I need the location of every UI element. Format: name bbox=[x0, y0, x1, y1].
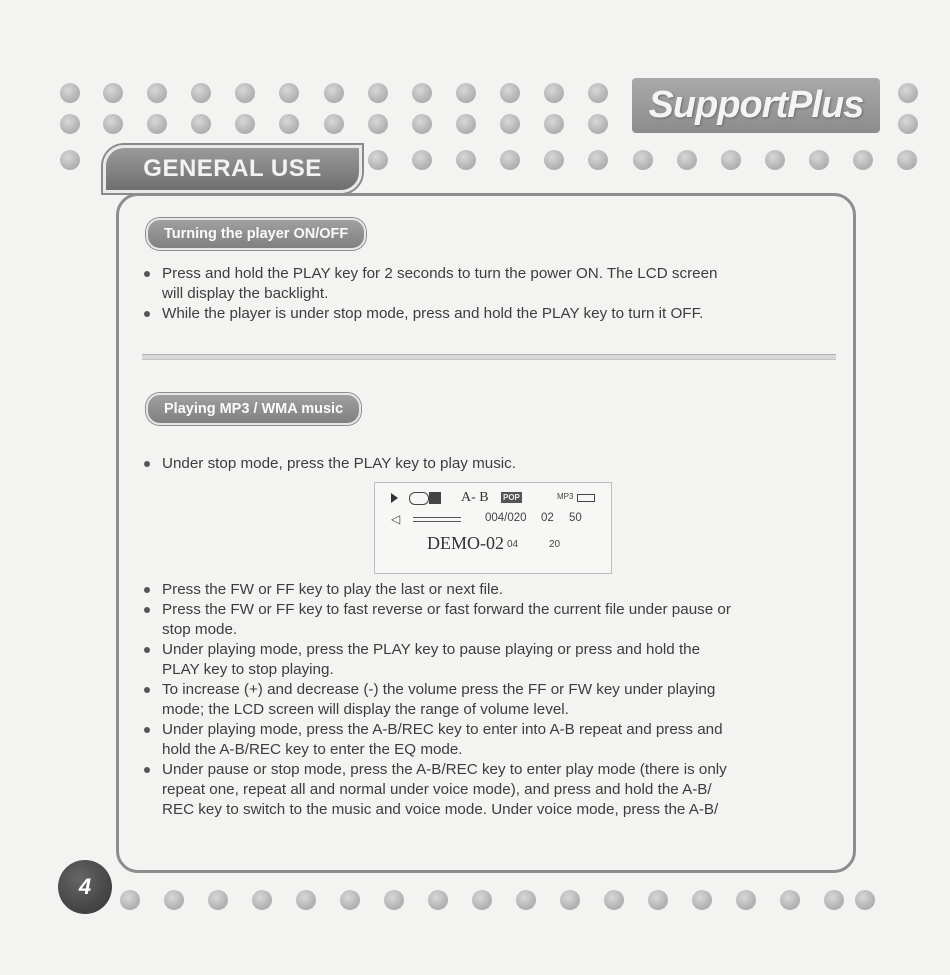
decorative-dot bbox=[384, 890, 404, 910]
list-item: Under playing mode, press the A-B/REC key to enter into A-B repeat and press and hold the A-B/REC key to enter the EQ mode. bbox=[140, 720, 835, 760]
decorative-dot bbox=[516, 890, 536, 910]
decorative-dot bbox=[898, 114, 918, 134]
decorative-dot bbox=[588, 150, 608, 170]
battery-icon bbox=[577, 494, 595, 502]
time-seconds: 50 bbox=[569, 512, 582, 524]
page-number: 4 bbox=[58, 860, 112, 914]
decorative-dot bbox=[191, 83, 211, 103]
play-bullet-list bbox=[140, 580, 835, 820]
decorative-dot bbox=[235, 114, 255, 134]
decorative-dot bbox=[456, 114, 476, 134]
subheading-playing: Playing MP3 / WMA music bbox=[146, 393, 361, 425]
decorative-dot bbox=[103, 83, 123, 103]
decorative-dot bbox=[412, 114, 432, 134]
decorative-dot bbox=[721, 150, 741, 170]
decorative-dot bbox=[824, 890, 844, 910]
elapsed-minutes: 04 bbox=[507, 539, 519, 550]
repeat-mode-icon bbox=[429, 492, 441, 504]
decorative-dot bbox=[588, 83, 608, 103]
decorative-dot bbox=[60, 150, 80, 170]
section-title: GENERAL USE bbox=[103, 145, 362, 193]
decorative-dot bbox=[897, 150, 917, 170]
list-item: While the player is under stop mode, press and hold the PLAY key to turn it OFF. bbox=[140, 304, 830, 324]
decorative-dot bbox=[120, 890, 140, 910]
subheading-power: Turning the player ON/OFF bbox=[146, 218, 366, 250]
decorative-dot bbox=[164, 890, 184, 910]
decorative-dot bbox=[324, 114, 344, 134]
play-icon bbox=[391, 493, 398, 503]
list-item: Under pause or stop mode, press the A-B/REC key to enter play mode (there is only repeat one, repeat all and normal under voice mode), and press and hold the A-B/ REC key to switch to the music and voice mode. Under voice mode, press the A-B/ bbox=[140, 760, 835, 820]
lcd-screen-illustration bbox=[374, 482, 612, 574]
decorative-dot bbox=[368, 114, 388, 134]
decorative-dot bbox=[412, 83, 432, 103]
volume-icon: ◁ bbox=[391, 512, 401, 526]
elapsed-seconds: 20 bbox=[549, 539, 561, 550]
decorative-dot bbox=[456, 83, 476, 103]
play-intro-list bbox=[140, 454, 830, 474]
decorative-dot bbox=[677, 150, 697, 170]
decorative-dot bbox=[780, 890, 800, 910]
decorative-dot bbox=[147, 114, 167, 134]
decorative-dot bbox=[191, 114, 211, 134]
decorative-dot bbox=[324, 83, 344, 103]
decorative-dot bbox=[103, 114, 123, 134]
brand-logo: SupportPlus bbox=[632, 78, 880, 133]
track-counter: 004/020 bbox=[485, 512, 527, 524]
decorative-dot bbox=[604, 890, 624, 910]
decorative-dot bbox=[809, 150, 829, 170]
section-divider bbox=[142, 354, 836, 360]
decorative-dot bbox=[147, 83, 167, 103]
decorative-dot bbox=[544, 150, 564, 170]
decorative-dot bbox=[500, 83, 520, 103]
decorative-dot bbox=[855, 890, 875, 910]
repeat-icon bbox=[409, 492, 429, 505]
decorative-dot bbox=[208, 890, 228, 910]
decorative-dot bbox=[279, 83, 299, 103]
decorative-dot bbox=[340, 890, 360, 910]
decorative-dot bbox=[472, 890, 492, 910]
decorative-dot bbox=[368, 83, 388, 103]
list-item: Press and hold the PLAY key for 2 seconds to turn the power ON. The LCD screen will display the backlight. bbox=[140, 264, 830, 304]
decorative-dot bbox=[544, 114, 564, 134]
decorative-dot bbox=[560, 890, 580, 910]
decorative-dot bbox=[648, 890, 668, 910]
format-label: MP3 bbox=[557, 492, 574, 501]
decorative-dot bbox=[252, 890, 272, 910]
list-item: Press the FW or FF key to fast reverse or fast forward the current file under pause or stop mode. bbox=[140, 600, 835, 640]
list-item: Under stop mode, press the PLAY key to play music. bbox=[140, 454, 830, 474]
ab-indicator: A- B bbox=[461, 490, 489, 505]
decorative-dot bbox=[412, 150, 432, 170]
eq-badge: POP bbox=[503, 493, 520, 502]
list-item: To increase (+) and decrease (-) the volume press the FF or FW key under playing mode; the LCD screen will display the range of volume level. bbox=[140, 680, 835, 720]
decorative-dot bbox=[736, 890, 756, 910]
decorative-dot bbox=[60, 83, 80, 103]
decorative-dot bbox=[588, 114, 608, 134]
power-bullet-list bbox=[140, 264, 830, 324]
decorative-dot bbox=[692, 890, 712, 910]
decorative-dot bbox=[500, 114, 520, 134]
decorative-dot bbox=[428, 890, 448, 910]
list-item: Under playing mode, press the PLAY key to pause playing or press and hold the PLAY key to stop playing. bbox=[140, 640, 835, 680]
decorative-dot bbox=[279, 114, 299, 134]
decorative-dot bbox=[456, 150, 476, 170]
decorative-dot bbox=[60, 114, 80, 134]
decorative-dot bbox=[544, 83, 564, 103]
decorative-dot bbox=[898, 83, 918, 103]
decorative-dot bbox=[500, 150, 520, 170]
decorative-dot bbox=[765, 150, 785, 170]
list-item: Press the FW or FF key to play the last or next file. bbox=[140, 580, 835, 600]
track-filename: DEMO-02 bbox=[427, 533, 504, 553]
progress-bar bbox=[413, 517, 461, 522]
decorative-dot bbox=[368, 150, 388, 170]
decorative-dot bbox=[853, 150, 873, 170]
decorative-dot bbox=[633, 150, 653, 170]
time-minutes: 02 bbox=[541, 512, 554, 524]
decorative-dot bbox=[235, 83, 255, 103]
decorative-dot bbox=[296, 890, 316, 910]
